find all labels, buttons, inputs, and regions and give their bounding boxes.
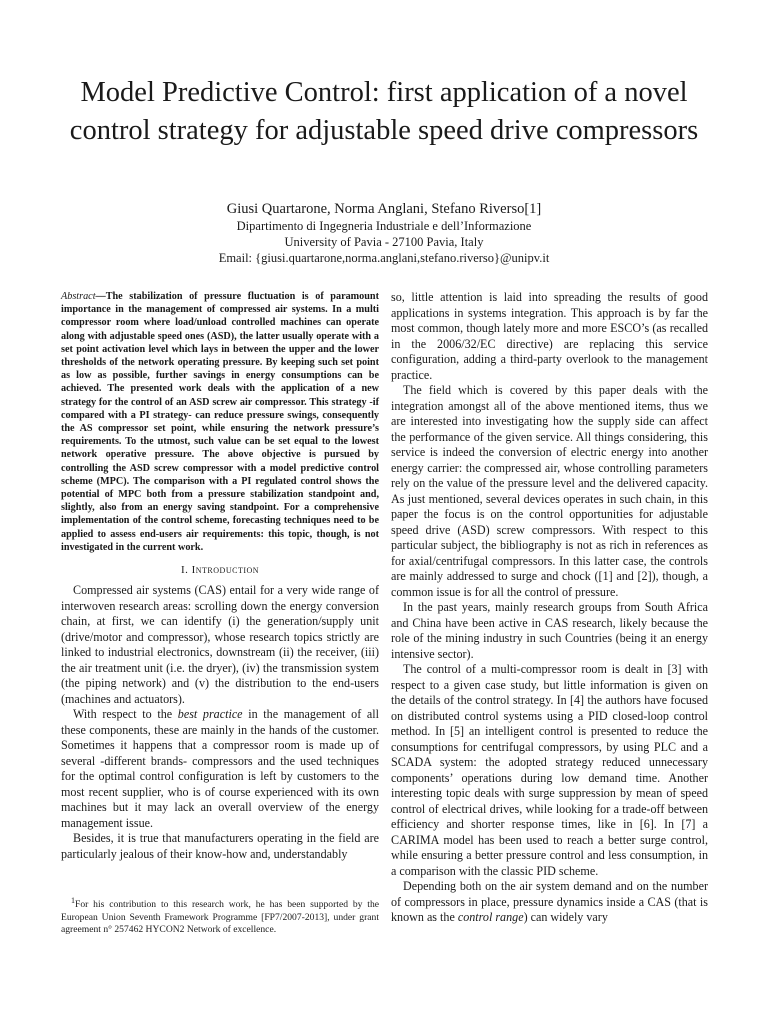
emphasis-text: control range	[457, 910, 524, 924]
paragraph-text: ) can widely vary	[523, 910, 608, 924]
paragraph-text: in the management of all these components, these are mainly in the hands of the customer. Sometimes it happens that a compressor room is made up of several -different brands- compressors and the used techniques for the optimal control configuration is left by customers to the most recent supplier, who is of course experienced with its own machines but it may lack an overall overview of the energy management issue.	[61, 707, 380, 830]
paragraph: In the past years, mainly research groups from South Africa and China have been active in CAS research, likely because the role of the mining industry in such Countries (being it an energy intensive sector).	[391, 600, 708, 661]
author-block	[60, 200, 708, 266]
paragraph	[61, 707, 379, 831]
author-names: Giusi Quartarone, Norma Anglani, Stefano Riverso[1]	[226, 201, 542, 217]
abstract	[61, 290, 379, 554]
section-title: Introduction	[191, 564, 260, 577]
section-numeral: I.	[180, 564, 189, 577]
university: University of Pavia - 27100 Pavia, Italy	[284, 235, 484, 249]
abstract-lead: Abstract	[61, 291, 96, 302]
paragraph: The control of a multi-compressor room is dealt in [3] with respect to a given case study, but little information is given on the details of the control strategy. In [4] the authors have focused on distributed control systems using a PID closed-loop control method. In [5] an intelligent control is presented to reduce the consumptions for centrifugal compressors, by using PLC and a SCADA system: the adopted strategy reduced unnecessary components’ operations during low demand time. Another interesting topic deals with surge suppression by mean of speed control of electrical drives, while looking for a trade-off between efficiency and shorter response times, like in [6]. In [7] a CARIMA model has been used to reach a better surge control, while ensuring a better pressure control and less consumption, in a comparison with the classic PID scheme.	[391, 662, 708, 878]
department: Dipartimento di Ingegneria Industriale e dell’Informazione	[236, 219, 532, 233]
paragraph-text: Depending both on the air system demand and on the number of compressors in place, pressure dynamics inside a CAS (that is known as the	[391, 879, 708, 924]
paragraph: so, little attention is laid into spreading the results of good applications in systems integration. This approach is by far the most common, though lately more and more ESCO’s (as recalled in the 2006/32/EC directive) are replacing this service configuration, adding a third-party overlook to the management practice.	[391, 290, 708, 382]
paragraph-text: With respect to the	[73, 707, 178, 722]
right-column	[391, 290, 708, 926]
paragraph: Compressed air systems (CAS) entail for a very wide range of interwoven research areas: scrolling down the energy conversion chain, at first, we can identify (i) the generation/supply unit (drive/motor and compressor), whose research topics strictly are linked to industrial electronics, downstream (ii) the receiver, (iii) the air treatment unit (i.e. the dryer), (iv) the transmission system (the piping network) and (v) the distribution to the end-users (machines and actuators).	[61, 583, 379, 706]
left-column	[61, 290, 379, 862]
section-heading-introduction	[61, 564, 379, 576]
paragraph: Besides, it is true that manufacturers operating in the field are particularly jealous of their know-how and, understandably	[61, 831, 379, 861]
emphasis-text: best practice	[177, 707, 243, 722]
paper-title: Model Predictive Control: first application of a novel control strategy for adjustable speed drive compressors	[69, 77, 699, 146]
footnote-text: For his contribution to this research work, he has been supported by the European Union Seventh Framework Programme [FP7/2007-2013], under grant agreement n° 257462 HYCON2 Network of excellence.	[61, 899, 379, 935]
paragraph	[391, 879, 708, 926]
abstract-text: —The stabilization of pressure fluctuation is of paramount importance in the management of compressed air systems. In a multi compressor room where load/unload controlled machines can operate along with adjustable speed ones (ASD), the latter usually operate with a set point activation level which lays in between the upper and the lower thresholds of the network operating pressure. By keeping such set point as low as possible, further savings in energy consumptions can be achieved. The presented work deals with the application of a new strategy for the control of an ASD screw air compressor. This strategy -if compared with a PI strategy- can reduce pressure swings, consequently the AS compressor set point, while ensuring the network pressure’s requirements. To the utmost, such value can be set equal to the lowest network operative pressure. The above objective is pursued by controlling the ASD screw compressor with a model predictive control scheme (MPC). The comparison with a PI regulated control shows the potential of MPC both from a pressure stabilization standpoint and, slightly, also from an energy saving standpoint. For a comprehensive implementation of the control scheme, forecasting techniques need to be applied to assess end-users air requirements: this topic, though, is not investigated in the current work.	[61, 291, 379, 553]
footnote	[61, 895, 379, 936]
paragraph: The field which is covered by this paper deals with the integration amongst all of the above mentioned items, thus we are interested into investigating how the supply side can affect the performance of the given service. All things considering, this service is indeed the conversion of electric energy into another energy carrier: the compressed air, whose controlling parameters rely on the value of the pressure level and the delivered capacity. As just mentioned, several devices operates in such chain, in this paper the focus is on the control opportunities for adjustable speed drive (ASD) screw compressors. With respect to this particular subject, the bibliography is not as rich in references as for axial/centrifugal compressors. In this latter case, the controls are mainly addressed to surge and chock ([1] and [2]), though, a common issue is for all the control of pressure.	[391, 383, 708, 599]
footnote-mark: 1	[71, 896, 75, 905]
email-line: Email: {giusi.quartarone,norma.anglani,stefano.riverso}@unipv.it	[218, 251, 550, 265]
